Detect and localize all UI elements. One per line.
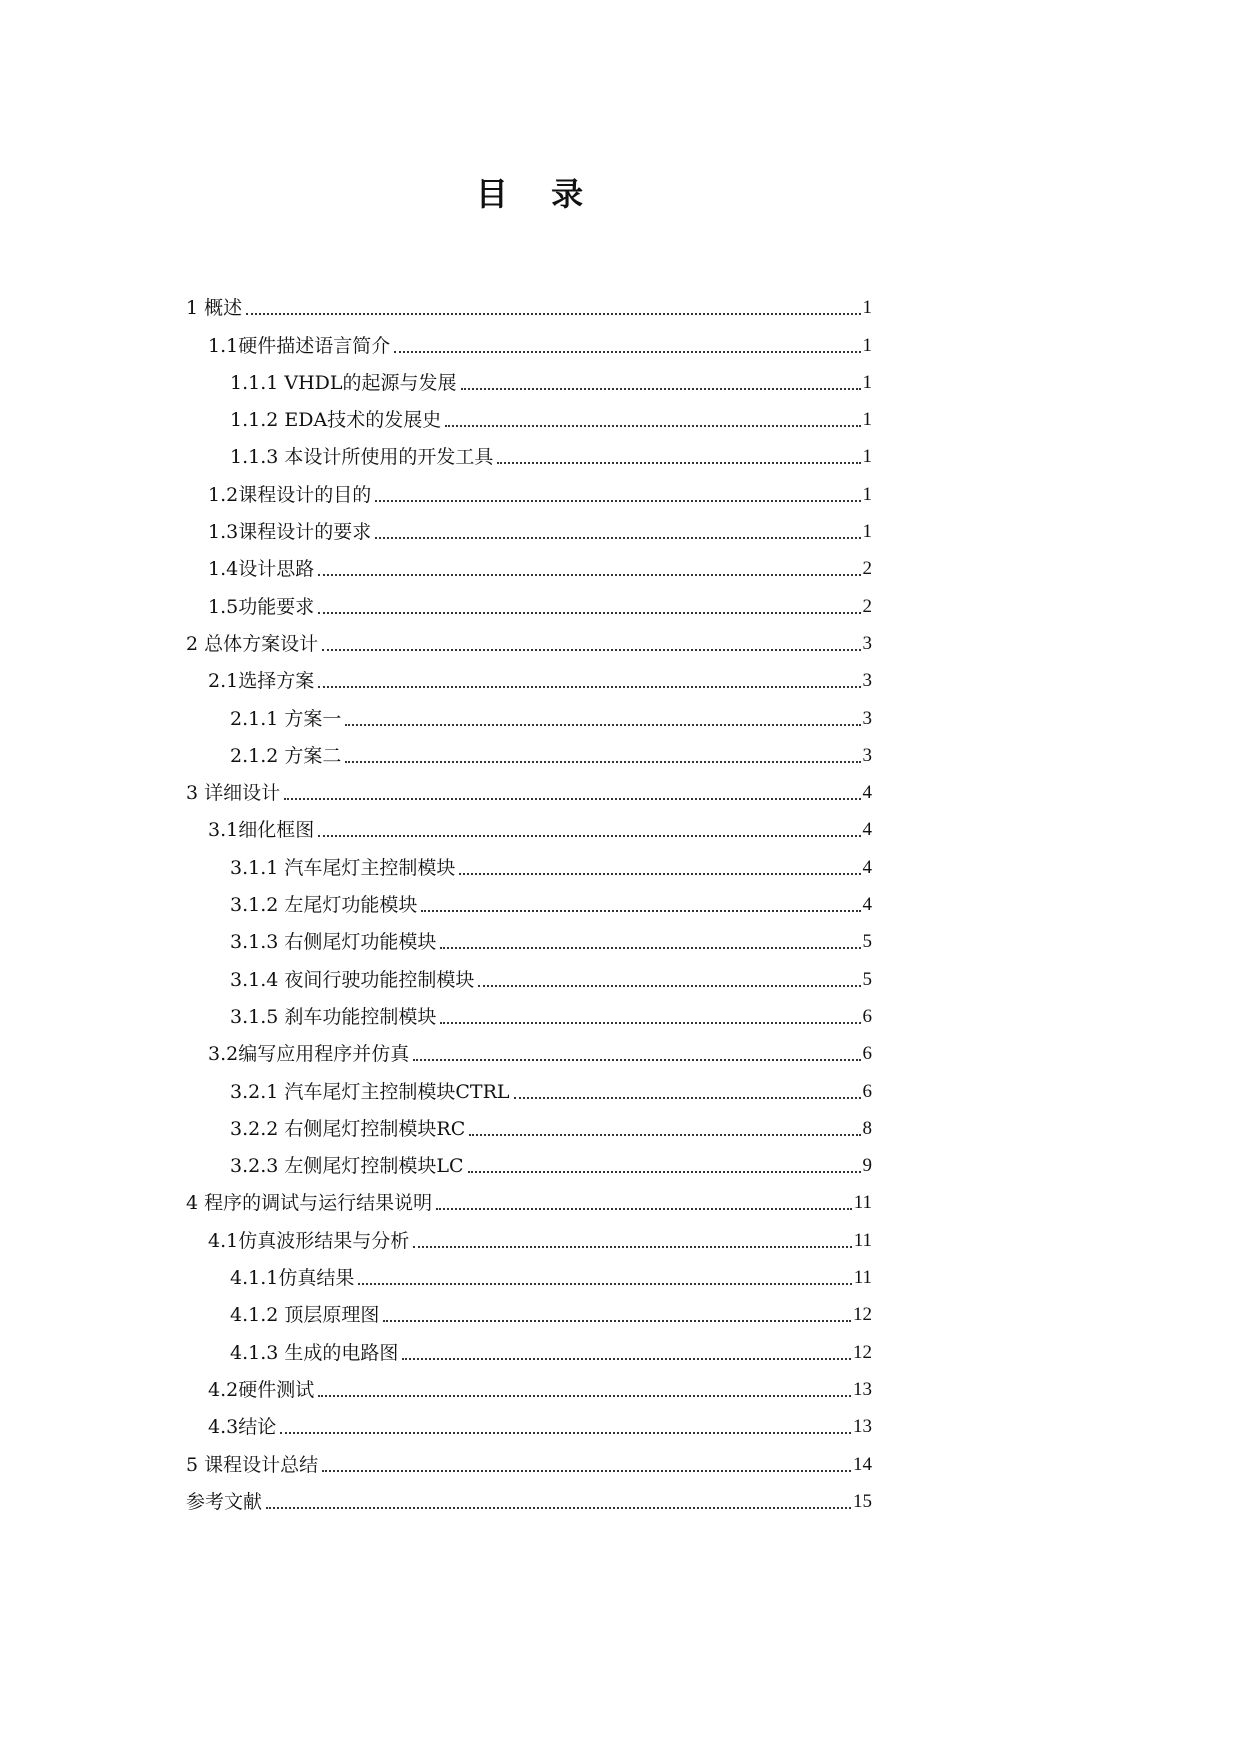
toc-page-number: 3 — [862, 707, 872, 729]
toc-page-number: 5 — [862, 931, 872, 953]
toc-entry[interactable] — [186, 506, 872, 543]
dot-leader — [468, 1171, 861, 1173]
dot-leader — [246, 313, 860, 315]
toc-entry[interactable] — [186, 468, 872, 505]
dot-leader — [375, 537, 860, 539]
toc-entry[interactable] — [186, 580, 872, 617]
dot-leader — [375, 500, 860, 502]
toc-entry[interactable] — [186, 991, 872, 1028]
dot-leader — [322, 1470, 851, 1472]
toc-page-number: 2 — [862, 595, 872, 617]
dot-leader — [318, 1395, 851, 1397]
dot-leader — [345, 724, 860, 726]
toc-entry-title: 4.1.3 生成的电路图 — [230, 1341, 399, 1364]
toc-entry-title: 3.1.5 刹车功能控制模块 — [230, 1005, 437, 1028]
toc-entry-title: 1.1.3 本设计所使用的开发工具 — [230, 446, 494, 469]
toc-page-number: 13 — [853, 1378, 872, 1400]
toc-entry-title: 4.1.1仿真结果 — [230, 1267, 355, 1290]
toc-page-number: 2 — [862, 558, 872, 580]
toc-page-number: 4 — [862, 819, 872, 841]
toc-entry[interactable] — [186, 1177, 872, 1214]
toc-entry[interactable] — [186, 1289, 872, 1326]
toc-entry-title: 1.2课程设计的目的 — [208, 483, 372, 506]
toc-entry-title: 3.2.3 左侧尾灯控制模块LC — [230, 1155, 464, 1178]
toc-entry[interactable] — [186, 431, 872, 468]
toc-entry[interactable] — [186, 1065, 872, 1102]
toc-page-number: 1 — [862, 483, 872, 505]
toc-entry-title: 3.1.3 右侧尾灯功能模块 — [230, 931, 437, 954]
toc-entry[interactable] — [186, 953, 872, 990]
toc-entry-title: 1.5功能要求 — [208, 595, 315, 618]
toc-page-number: 1 — [862, 371, 872, 393]
toc-entry-title: 1.1.1 VHDL的起源与发展 — [230, 371, 457, 394]
toc-page-number: 6 — [862, 1080, 872, 1102]
toc-entry[interactable] — [186, 655, 872, 692]
dot-leader — [478, 985, 860, 987]
toc-entry[interactable] — [186, 357, 872, 394]
dot-leader — [345, 761, 860, 763]
toc-page-number: 1 — [862, 334, 872, 356]
toc-entry-title: 1.3课程设计的要求 — [208, 521, 372, 544]
toc-page-number: 3 — [862, 632, 872, 654]
toc-entry[interactable] — [186, 1140, 872, 1177]
dot-leader — [383, 1320, 851, 1322]
dot-leader — [461, 388, 861, 390]
toc-entry-title: 3.2.1 汽车尾灯主控制模块CTRL — [230, 1080, 510, 1103]
toc-entry[interactable] — [186, 692, 872, 729]
toc-page-number: 9 — [862, 1155, 872, 1177]
toc-entry-title: 1 概述 — [186, 297, 243, 320]
toc-page-number: 12 — [853, 1341, 872, 1363]
toc-entry-title: 2.1选择方案 — [208, 670, 315, 693]
dot-leader — [280, 1432, 851, 1434]
toc-entry[interactable] — [186, 1214, 872, 1251]
page-title: 目 录 — [475, 175, 600, 213]
toc-entry[interactable] — [186, 1476, 872, 1513]
toc-entry-title: 3.1细化框图 — [208, 819, 315, 842]
toc-entry-title: 4.3结论 — [208, 1416, 277, 1439]
dot-leader — [445, 425, 860, 427]
toc-entry-title: 3.2编写应用程序并仿真 — [208, 1043, 410, 1066]
dot-leader — [514, 1097, 861, 1099]
dot-leader — [284, 798, 860, 800]
toc-page-number: 11 — [853, 1192, 872, 1214]
toc-page-number: 1 — [862, 409, 872, 431]
toc-entry-title: 3 详细设计 — [186, 782, 281, 805]
dot-leader — [318, 686, 860, 688]
toc-entry[interactable] — [186, 1438, 872, 1475]
toc-page-number: 11 — [853, 1267, 872, 1289]
toc-entry-title: 3.1.2 左尾灯功能模块 — [230, 894, 418, 917]
toc-entry-title: 4.1仿真波形结果与分析 — [208, 1229, 410, 1252]
toc-entry[interactable] — [186, 319, 872, 356]
toc-page-number: 15 — [853, 1490, 872, 1512]
toc-entry[interactable] — [186, 1252, 872, 1289]
toc-page-number: 4 — [862, 856, 872, 878]
dot-leader — [436, 1208, 852, 1210]
toc-entry-title: 4 程序的调试与运行结果说明 — [186, 1192, 433, 1215]
toc-entry-title: 2.1.2 方案二 — [230, 744, 342, 767]
toc-entry-title: 2.1.1 方案一 — [230, 707, 342, 730]
dot-leader — [318, 835, 860, 837]
toc-entry-title: 4.1.2 顶层原理图 — [230, 1304, 380, 1327]
dot-leader — [266, 1507, 851, 1509]
toc-page-number: 6 — [862, 1005, 872, 1027]
toc-entry[interactable] — [186, 767, 872, 804]
toc-entry-title: 4.2硬件测试 — [208, 1378, 315, 1401]
toc-entry[interactable] — [186, 1401, 872, 1438]
toc-page-number: 14 — [853, 1453, 872, 1475]
dot-leader — [394, 351, 860, 353]
toc-entry[interactable] — [186, 543, 872, 580]
toc-page-number: 4 — [862, 894, 872, 916]
toc-page-number: 1 — [862, 446, 872, 468]
toc-entry[interactable] — [186, 1364, 872, 1401]
toc-page-number: 12 — [853, 1304, 872, 1326]
dot-leader — [421, 910, 860, 912]
dot-leader — [459, 873, 860, 875]
toc-entry[interactable] — [186, 730, 872, 767]
toc-entry[interactable] — [186, 1326, 872, 1363]
toc-entry[interactable] — [186, 1028, 872, 1065]
table-of-contents — [186, 282, 872, 1513]
toc-entry-title: 参考文献 — [186, 1490, 263, 1513]
toc-page-number: 3 — [862, 670, 872, 692]
dot-leader — [413, 1059, 860, 1061]
toc-entry[interactable] — [186, 879, 872, 916]
dot-leader — [497, 462, 860, 464]
toc-entry[interactable] — [186, 394, 872, 431]
toc-entry[interactable] — [186, 916, 872, 953]
toc-entry[interactable] — [186, 1103, 872, 1140]
toc-entry[interactable] — [186, 282, 872, 319]
toc-page-number: 1 — [862, 521, 872, 543]
toc-page-number: 4 — [862, 782, 872, 804]
toc-entry-title: 5 课程设计总结 — [186, 1453, 319, 1476]
toc-page-number: 1 — [862, 297, 872, 319]
toc-entry-title: 1.4设计思路 — [208, 558, 315, 581]
dot-leader — [469, 1134, 860, 1136]
toc-page-number: 13 — [853, 1416, 872, 1438]
toc-page-number: 5 — [862, 968, 872, 990]
toc-entry-title: 3.1.4 夜间行驶功能控制模块 — [230, 968, 475, 991]
toc-entry[interactable] — [186, 804, 872, 841]
toc-entry[interactable] — [186, 618, 872, 655]
dot-leader — [318, 574, 860, 576]
dot-leader — [322, 649, 860, 651]
toc-page-number: 6 — [862, 1043, 872, 1065]
toc-entry-title: 2 总体方案设计 — [186, 632, 319, 655]
toc-entry[interactable] — [186, 841, 872, 878]
dot-leader — [358, 1283, 851, 1285]
toc-page-number: 8 — [862, 1117, 872, 1139]
toc-page-number: 11 — [853, 1229, 872, 1251]
dot-leader — [440, 1022, 860, 1024]
dot-leader — [440, 947, 860, 949]
toc-entry-title: 3.2.2 右侧尾灯控制模块RC — [230, 1117, 466, 1140]
dot-leader — [413, 1246, 851, 1248]
toc-entry-title: 1.1硬件描述语言简介 — [208, 334, 391, 357]
toc-entry-title: 3.1.1 汽车尾灯主控制模块 — [230, 856, 456, 879]
toc-entry-title: 1.1.2 EDA技术的发展史 — [230, 409, 442, 432]
toc-page-number: 3 — [862, 744, 872, 766]
dot-leader — [402, 1358, 851, 1360]
dot-leader — [318, 612, 860, 614]
